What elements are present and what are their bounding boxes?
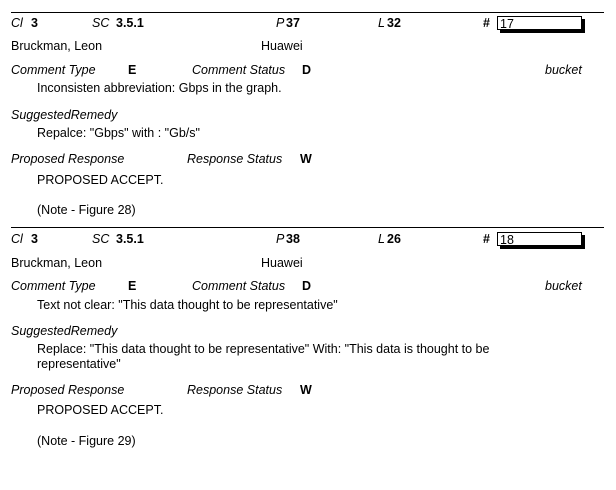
line-label: L: [378, 16, 385, 30]
cl-value: 3: [31, 232, 38, 246]
category-value: bucket: [545, 63, 582, 77]
proposed-response-text: PROPOSED ACCEPT.: [37, 173, 164, 187]
commenter-name: Bruckman, Leon: [11, 256, 103, 270]
comment-type-label: Comment Type: [11, 279, 96, 293]
comment-text: Text not clear: "This data thought to be representative": [37, 298, 338, 312]
commenter-name: Bruckman, Leon: [11, 39, 103, 53]
response-status-label: Response Status: [187, 152, 283, 166]
comment-status-value: D: [302, 279, 312, 293]
proposed-response-label: Proposed Response: [11, 152, 125, 166]
note-text: (Note - Figure 28): [37, 203, 136, 217]
separator-line: [11, 227, 604, 228]
cl-label: Cl: [11, 232, 23, 246]
comment-type-label: Comment Type: [11, 63, 96, 77]
commenter-affiliation: Huawei: [261, 39, 303, 53]
note-text: (Note - Figure 29): [37, 434, 136, 448]
response-status-label: Response Status: [187, 383, 283, 397]
comment-status-label: Comment Status: [192, 63, 286, 77]
response-status-value: W: [300, 152, 312, 166]
suggested-remedy-label: SuggestedRemedy: [11, 108, 118, 122]
separator-line: [11, 12, 604, 13]
category-value: bucket: [545, 279, 582, 293]
suggested-remedy-text: Replace: "This data thought to be representative" With: "This data is thought to be representative": [37, 342, 490, 371]
sc-label: SC: [92, 16, 110, 30]
comment-status-label: Comment Status: [192, 279, 286, 293]
comment-status-value: D: [302, 63, 312, 77]
response-status-value: W: [300, 383, 312, 397]
sc-label: SC: [92, 232, 110, 246]
proposed-response-text: PROPOSED ACCEPT.: [37, 403, 164, 417]
comment-text: Inconsisten abbreviation: Gbps in the graph.: [37, 81, 282, 95]
cl-value: 3: [31, 16, 38, 30]
proposed-response-label: Proposed Response: [11, 383, 125, 397]
comment-number-box: 18: [497, 232, 582, 246]
page-label: P: [276, 232, 285, 246]
suggested-remedy-text: Repalce: "Gbps" with : "Gb/s": [37, 126, 200, 140]
page-value: 38: [286, 232, 300, 246]
page-label: P: [276, 16, 285, 30]
comment-type-value: E: [128, 63, 137, 77]
page-value: 37: [286, 16, 300, 30]
line-value: 32: [387, 16, 401, 30]
comment-number-box: 17: [497, 16, 582, 30]
line-label: L: [378, 232, 385, 246]
comment-type-value: E: [128, 279, 137, 293]
line-value: 26: [387, 232, 401, 246]
sc-value: 3.5.1: [116, 232, 144, 246]
cl-label: Cl: [11, 16, 23, 30]
commenter-affiliation: Huawei: [261, 256, 303, 270]
suggested-remedy-label: SuggestedRemedy: [11, 324, 118, 338]
number-label: #: [483, 16, 490, 30]
number-label: #: [483, 232, 490, 246]
sc-value: 3.5.1: [116, 16, 144, 30]
